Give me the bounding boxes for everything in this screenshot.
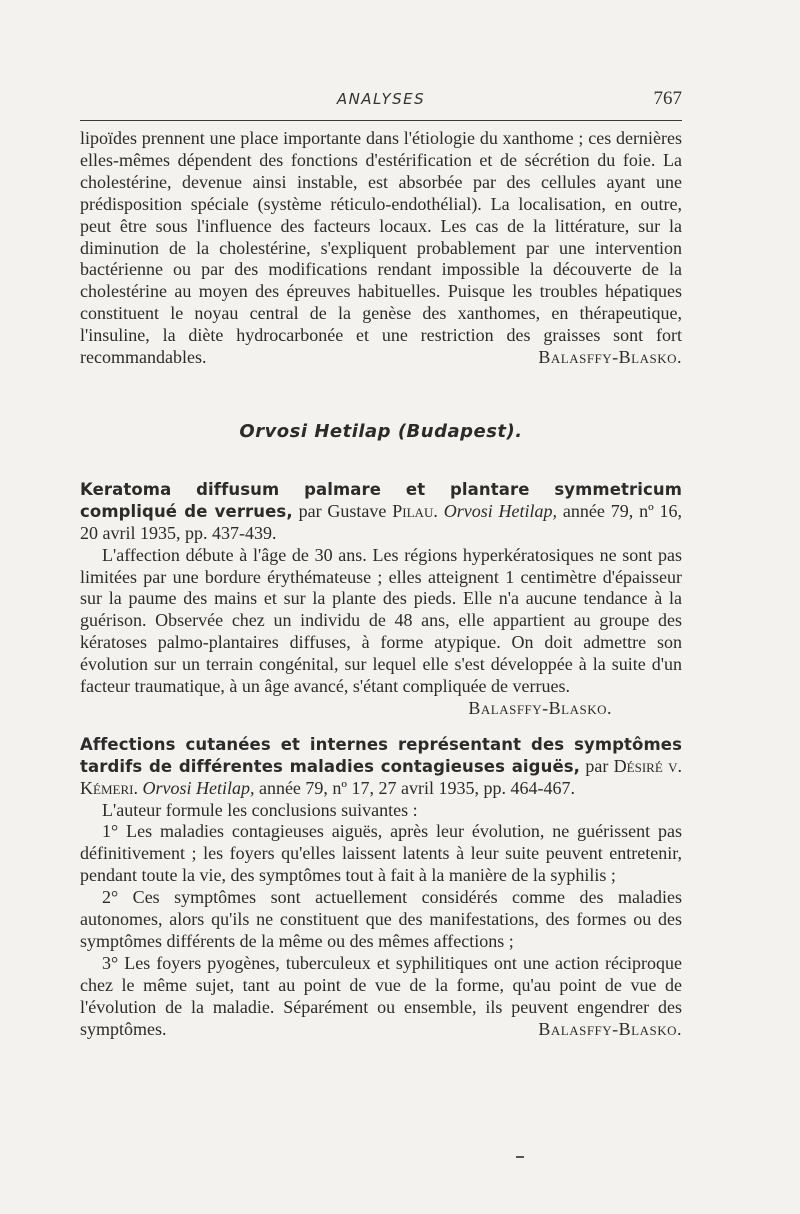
- intro-paragraph: [80, 128, 682, 369]
- page-header: [80, 90, 682, 121]
- article-signature: Balasffy-Blasko.: [468, 697, 612, 718]
- article-citation: année 79, nº 17, 27 avril 1935, pp. 464-467.: [258, 777, 575, 798]
- article-paragraph: L'auteur formule les conclusions suivantes :: [102, 799, 418, 820]
- article-journal: Orvosi Hetilap,: [142, 777, 255, 798]
- article-paragraph: [80, 953, 682, 1041]
- running-title: ANALYSES: [336, 90, 426, 108]
- page-number: 767: [653, 88, 682, 109]
- article-paragraph: 1° Les maladies contagieuses aiguës, après leur évolution, ne guérissent pas définitivement ; les foyers qu'elles laissent latents à leur suite peuvent entretenir, pendant toute la vie, des symptômes tout à fait à la manière de la syphilis ;: [80, 821, 682, 886]
- page-body: [80, 128, 682, 1041]
- article-paragraph: L'affection débute à l'âge de 30 ans. Les régions hyperkératosiques ne sont pas limitées par une bordure érythémateuse ; elles atteignent 1 centimètre d'épaisseur sur la paume des mains et sur la plante des pieds. Elle n'a aucune tendance à la guérison. Observée chez un individu de 48 ans, elle appartient au groupe des kératoses palmo-plantaires diffuses, à forme atypique. On doit admettre son évolution sur un terrain congénital, sur lequel elle s'est développée à la suite d'un facteur traumatique, à un âge avancé, s'étant compliquée de verrues.: [80, 544, 682, 697]
- article-by: par Gustave: [298, 500, 387, 521]
- article-signature: Balasffy-Blasko.: [538, 1018, 682, 1039]
- article-title: Affections cutanées et internes représentant des symptômes tardifs de différentes maladies contagieuses aiguës,: [80, 734, 682, 776]
- article-paragraph: 2° Ces symptômes sont actuellement considérés comme des maladies autonomes, alors qu'ils ne constituent que des manifestations, des formes ou des symptômes différents de la même ou des mêmes affections ;: [80, 887, 682, 951]
- article-affections: [80, 734, 682, 1041]
- article-author: Pilau.: [392, 500, 438, 521]
- intro-block: [80, 128, 682, 369]
- intro-signature: Balasffy-Blasko.: [538, 347, 682, 368]
- article-by: par: [585, 755, 609, 776]
- article-journal: Orvosi Hetilap,: [443, 500, 558, 521]
- article-paragraph-text: 3° Les foyers pyogènes, tuberculeux et syphilitiques ont une action réciproque chez le même sujet, tant au point de vue de la forme, qu'au point de vue de l'évolution de la maladie. Séparément ou ensemble, ils peuvent engendrer des symptômes.: [80, 952, 682, 1039]
- article-citation: année 79, nº 16, 20 avril 1935, pp. 437-439.: [80, 500, 683, 543]
- print-mark: [516, 1156, 524, 1158]
- intro-text: lipoïdes prennent une place importante dans l'étiologie du xanthome ; ces dernières elles-mêmes dépendent des fonctions d'estérification et de sécrétion du foie. La cholestérine, devenue ainsi instable, est absorbée par des cellules ayant une prédisposition spéciale (système réticulo-endothélial). La localisation, en outre, peut être sous l'influence des facteurs locaux. Les cas de la littérature, sur la diminution de la cholestérine, s'expliquent probablement par une intervention bactérienne ou par des modifications rendant impossible la découverte de la cholestérine au moyen des épreuves habituelles. Puisque les troubles hépatiques constituent le noyau central de la genèse des xanthomes, en thérapeutique, l'insuline, la diète hydrocarbonée et une restriction des graisses sont fort recommandables.: [80, 128, 682, 368]
- article-keratoma: [80, 479, 682, 720]
- article-header: [80, 479, 682, 545]
- section-heading: Orvosi Hetilap (Budapest).: [239, 420, 523, 442]
- article-title: Keratoma diffusum palmare et plantare symmetricum compliqué de verrues,: [80, 479, 682, 521]
- article-author: Désiré v. Kémeri.: [80, 755, 682, 798]
- article-header: [80, 734, 682, 800]
- spacer: [80, 720, 682, 734]
